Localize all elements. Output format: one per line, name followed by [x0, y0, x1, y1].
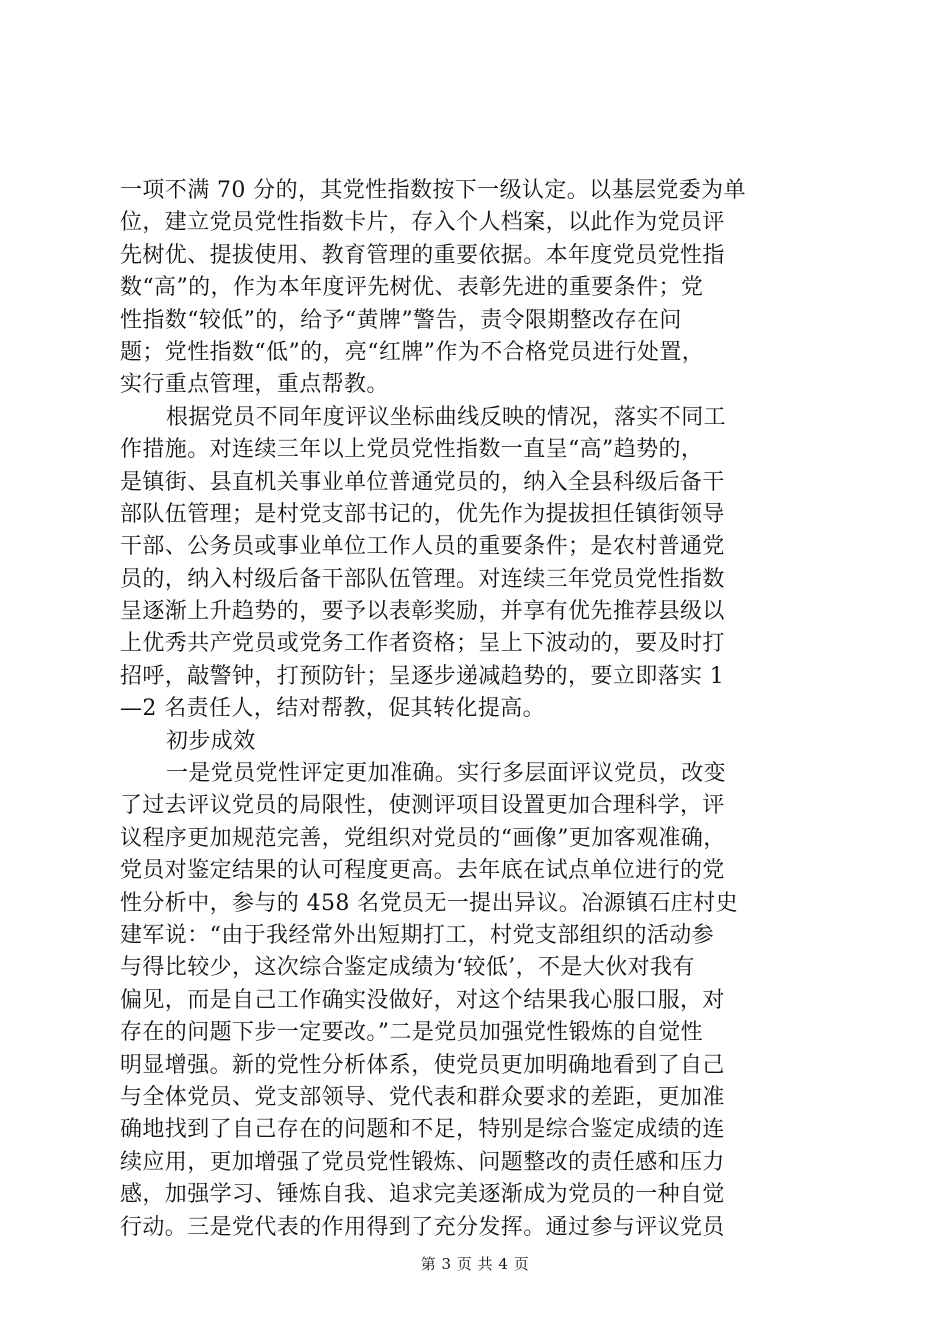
text-line: 一是党员党性评定更加准确。实行多层面评议党员，改变 [166, 761, 727, 787]
text-line: —2 名责任人，结对帮教，促其转化提高。 [120, 696, 545, 722]
text-line: 存在的问题下步一定要改。”二是党员加强党性锻炼的自觉性 [120, 1020, 704, 1046]
text-line: 一项不满 70 分的，其党性指数按下一级认定。以基层党委为单 [120, 178, 746, 203]
text-line: 建军说：“由于我经常外出短期打工，村党支部组织的活动参 [120, 922, 715, 948]
text-line: 上优秀共产党员或党务工作者资格；呈上下波动的，要及时打 [120, 631, 725, 657]
text-line: 是镇街、县直机关事业单位普通党员的，纳入全县科级后备干 [120, 469, 725, 495]
text-line: 部队伍管理；是村党支部书记的，优先作为提拔担任镇街领导 [120, 501, 725, 527]
text-line: 初步成效 [166, 728, 256, 754]
text-line: 续应用，更加增强了党员党性锻炼、问题整改的责任感和压力 [120, 1149, 725, 1175]
text-line: 了过去评议党员的局限性，使测评项目设置更加合理科学，评 [120, 793, 725, 819]
text-line: 感，加强学习、锤炼自我、追求完美逐渐成为党员的一种自觉 [120, 1182, 725, 1208]
text-line: 数“高”的，作为本年度评先树优、表彰先进的重要条件；党 [120, 275, 704, 301]
text-line: 先树优、提拔使用、教育管理的重要依据。本年度党员党性指 [120, 242, 725, 268]
text-line: 招呼，敲警钟，打预防针；呈逐步递减趋势的，要立即落实 1 [120, 663, 725, 689]
text-line: 性指数“较低”的，给予“黄牌”警告，责令限期整改存在问 [120, 307, 682, 333]
page-footer: 第 3 页 共 4 页 [420, 1255, 530, 1273]
text-line: 明显增强。新的党性分析体系，使党员更加明确地看到了自己 [120, 1052, 725, 1078]
text-line: 实行重点管理，重点帮教。 [120, 372, 389, 398]
text-line: 员的，纳入村级后备干部队伍管理。对连续三年党员党性指数 [120, 566, 725, 592]
text-line: 干部、公务员或事业单位工作人员的重要条件；是农村普通党 [120, 534, 725, 560]
text-line: 与全体党员、党支部领导、党代表和群众要求的差距，更加准 [120, 1084, 725, 1110]
text-line: 性分析中，参与的 458 名党员无一提出异议。冶源镇石庄村史 [120, 890, 738, 916]
text-line: 确地找到了自己存在的问题和不足，特别是综合鉴定成绩的连 [120, 1117, 725, 1143]
text-line: 偏见，而是自己工作确实没做好，对这个结果我心服口服，对 [120, 987, 725, 1013]
text-line: 位，建立党员党性指数卡片，存入个人档案，以此作为党员评 [120, 210, 725, 236]
text-line: 行动。三是党代表的作用得到了充分发挥。通过参与评议党员 [120, 1214, 725, 1240]
text-line: 党员对鉴定结果的认可程度更高。去年底在试点单位进行的党 [120, 858, 725, 884]
text-line: 呈逐渐上升趋势的，要予以表彰奖励，并享有优先推荐县级以 [120, 599, 725, 625]
text-line: 与得比较少，这次综合鉴定成绩为‘较低’，不是大伙对我有 [120, 955, 695, 981]
text-line: 议程序更加规范完善，党组织对党员的“画像”更加客观准确， [120, 825, 726, 851]
text-line: 题；党性指数“低”的，亮“红牌”作为不合格党员进行处置， [120, 339, 705, 365]
document-body [120, 175, 840, 1244]
text-line: 作措施。对连续三年以上党员党性指数一直呈“高”趋势的， [120, 437, 704, 463]
text-line: 根据党员不同年度评议坐标曲线反映的情况，落实不同工 [166, 404, 727, 430]
